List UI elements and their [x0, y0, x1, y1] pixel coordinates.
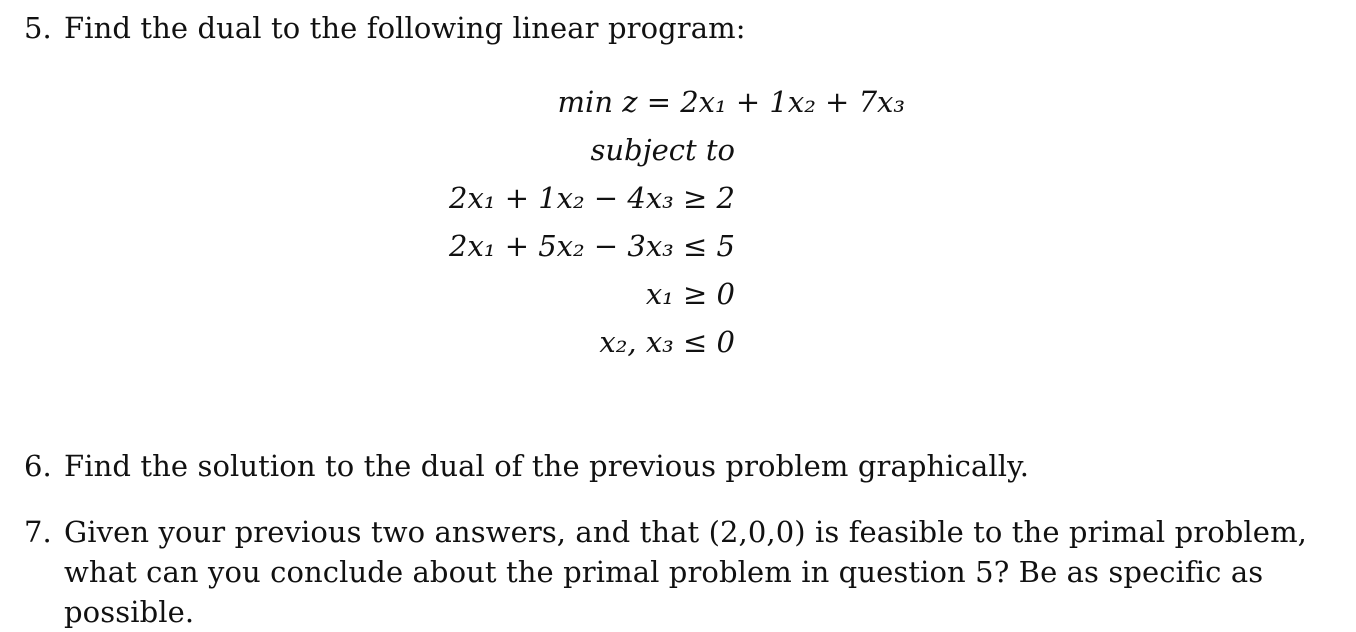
question-7 — [24, 512, 1324, 632]
linear-program — [449, 78, 905, 366]
constraint-row: 2x₁ + 5x₂ − 3x₃ ≤ 5 — [449, 229, 735, 263]
constraint-row: x₁ ≥ 0 — [645, 277, 735, 311]
question-6 — [24, 446, 1029, 486]
question-text: Given your previous two answers, and that (2,0,0) is feasible to the primal problem, what can you conclude about the primal problem in question 5? Be as specific as possible. — [64, 515, 1307, 629]
objective-function: min z = 2x₁ + 1x₂ + 7x₃ — [557, 85, 905, 119]
question-5 — [24, 8, 746, 48]
question-number: 7. — [24, 515, 52, 549]
question-number: 5. — [24, 11, 52, 45]
question-number: 6. — [24, 449, 52, 483]
constraint-row: 2x₁ + 1x₂ − 4x₃ ≥ 2 — [449, 181, 735, 215]
constraint-row: x₂, x₃ ≤ 0 — [599, 325, 735, 359]
question-text: Find the solution to the dual of the previous problem graphically. — [64, 449, 1030, 483]
subject-to-label: subject to — [590, 133, 735, 167]
question-text: Find the dual to the following linear program: — [64, 11, 746, 45]
